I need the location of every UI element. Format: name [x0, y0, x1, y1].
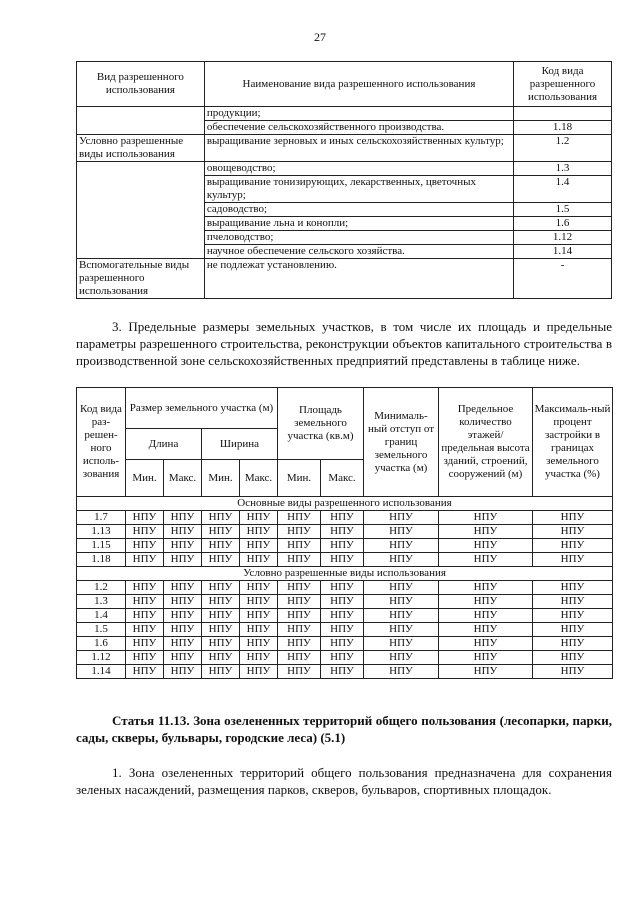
value-cell: НПУ [202, 553, 240, 567]
value-cell: НПУ [164, 665, 202, 679]
value-cell: НПУ [439, 595, 533, 609]
table-row [77, 651, 613, 665]
value-cell: НПУ [164, 553, 202, 567]
value-cell: НПУ [439, 525, 533, 539]
use-code-cell: 1.7 [77, 511, 126, 525]
use-code-cell: 1.18 [77, 553, 126, 567]
value-cell: НПУ [321, 609, 364, 623]
use-name-cell: пчеловодство; [204, 231, 513, 245]
value-cell: НПУ [278, 525, 321, 539]
use-name-cell: научное обеспечение сельского хозяйства. [204, 245, 513, 259]
use-group-cell [77, 231, 205, 245]
value-cell: НПУ [240, 581, 278, 595]
table-row [77, 637, 613, 651]
value-cell: НПУ [164, 651, 202, 665]
value-cell: НПУ [240, 609, 278, 623]
value-cell: НПУ [278, 539, 321, 553]
value-cell: НПУ [164, 623, 202, 637]
value-cell: НПУ [533, 651, 613, 665]
value-cell: НПУ [278, 581, 321, 595]
value-cell: НПУ [364, 539, 439, 553]
page-number: 27 [314, 30, 326, 44]
value-cell: НПУ [321, 525, 364, 539]
value-cell: НПУ [278, 511, 321, 525]
value-cell: НПУ [321, 595, 364, 609]
value-cell: НПУ [278, 595, 321, 609]
value-cell: НПУ [202, 651, 240, 665]
value-cell: НПУ [278, 665, 321, 679]
value-cell: НПУ [439, 511, 533, 525]
article-paragraph-1: 1. Зона озелененных территорий общего пользования предназначена для сохранения зеленых насаждений, размещения парков, скверов, бульваров, спортивных площадок. [76, 765, 612, 797]
value-cell: НПУ [126, 553, 164, 567]
value-cell: НПУ [202, 623, 240, 637]
header-length: Длина [126, 429, 202, 460]
land-plot-limits-table [76, 387, 613, 679]
use-code-cell: 1.12 [514, 231, 612, 245]
table-row [77, 525, 613, 539]
table-row [77, 135, 612, 162]
value-cell: НПУ [202, 581, 240, 595]
value-cell: НПУ [533, 623, 613, 637]
value-cell: НПУ [321, 623, 364, 637]
value-cell: НПУ [164, 525, 202, 539]
value-cell: НПУ [240, 623, 278, 637]
table-row [77, 511, 613, 525]
value-cell: НПУ [164, 539, 202, 553]
use-code-cell: 1.5 [77, 623, 126, 637]
value-cell: НПУ [439, 539, 533, 553]
value-cell: НПУ [533, 637, 613, 651]
value-cell: НПУ [278, 637, 321, 651]
table-header-row [77, 388, 613, 429]
value-cell: НПУ [126, 609, 164, 623]
table-row [77, 581, 613, 595]
use-name-cell: садоводство; [204, 203, 513, 217]
value-cell: НПУ [439, 609, 533, 623]
value-cell: НПУ [126, 581, 164, 595]
value-cell: НПУ [439, 637, 533, 651]
header-width: Ширина [202, 429, 278, 460]
value-cell: НПУ [364, 581, 439, 595]
value-cell: НПУ [364, 609, 439, 623]
value-cell: НПУ [364, 525, 439, 539]
value-cell: НПУ [126, 511, 164, 525]
header-use-code: Код вида разрешенного использования [514, 62, 612, 107]
value-cell: НПУ [364, 511, 439, 525]
use-group-cell [77, 217, 205, 231]
value-cell: НПУ [321, 665, 364, 679]
paragraph-3: 3. Предельные размеры земельных участков, в том числе их площадь и предельные параметры разрешенного строительства, реконструкции объектов капитального строительства в производственной зоне сельскохозяйственных предприятий представлены в таблице ниже. [76, 319, 612, 368]
header-floors: Предельное количество этажей/ предельная высота зданий, строений, сооружений (м) [439, 388, 533, 497]
use-code-cell: 1.4 [77, 609, 126, 623]
use-group-cell [77, 176, 205, 203]
value-cell: НПУ [364, 637, 439, 651]
use-code-cell: 1.6 [77, 637, 126, 651]
value-cell: НПУ [164, 637, 202, 651]
use-code-cell: 1.6 [514, 217, 612, 231]
use-code-cell: 1.3 [77, 595, 126, 609]
article-heading: Статья 11.13. Зона озелененных территорий общего пользования (лесопарки, парки, сады, скверы, бульвары, городские леса) (5.1) [76, 713, 612, 745]
value-cell: НПУ [364, 553, 439, 567]
header-area-max: Макс. [321, 460, 364, 497]
section-conditional-uses: Условно разрешенные виды использования [77, 567, 613, 581]
value-cell: НПУ [202, 525, 240, 539]
value-cell: НПУ [278, 623, 321, 637]
table-row [77, 595, 613, 609]
value-cell: НПУ [364, 665, 439, 679]
value-cell: НПУ [240, 539, 278, 553]
value-cell: НПУ [321, 539, 364, 553]
use-code-cell: - [514, 259, 612, 299]
use-code-cell: 1.2 [77, 581, 126, 595]
value-cell: НПУ [240, 595, 278, 609]
use-name-cell: выращивание льна и конопли; [204, 217, 513, 231]
value-cell: НПУ [364, 623, 439, 637]
header-area: Площадь земельного участка (кв.м) [278, 388, 364, 460]
value-cell: НПУ [202, 637, 240, 651]
value-cell: НПУ [202, 595, 240, 609]
value-cell: НПУ [533, 665, 613, 679]
value-cell: НПУ [278, 553, 321, 567]
use-name-cell: обеспечение сельскохозяйственного производства. [204, 121, 513, 135]
use-group-cell [77, 203, 205, 217]
value-cell: НПУ [126, 651, 164, 665]
section-main-uses: Основные виды разрешенного использования [77, 497, 613, 511]
value-cell: НПУ [240, 511, 278, 525]
value-cell: НПУ [202, 539, 240, 553]
use-name-cell: не подлежат установлению. [204, 259, 513, 299]
table-row [77, 121, 612, 135]
header-length-max: Макс. [164, 460, 202, 497]
value-cell: НПУ [278, 651, 321, 665]
table-row [77, 107, 612, 121]
value-cell: НПУ [278, 609, 321, 623]
value-cell: НПУ [164, 511, 202, 525]
value-cell: НПУ [240, 651, 278, 665]
use-group-cell [77, 245, 205, 259]
value-cell: НПУ [202, 511, 240, 525]
table-row [77, 162, 612, 176]
header-size: Размер земельного участка (м) [126, 388, 278, 429]
header-indent: Минималь-ный отступ от границ земельного участка (м) [364, 388, 439, 497]
value-cell: НПУ [202, 665, 240, 679]
use-code-cell: 1.2 [514, 135, 612, 162]
table-row [77, 217, 612, 231]
value-cell: НПУ [126, 595, 164, 609]
value-cell: НПУ [533, 609, 613, 623]
use-name-cell: продукции; [204, 107, 513, 121]
table-row [77, 539, 613, 553]
use-code-cell: 1.4 [514, 176, 612, 203]
section-row [77, 567, 613, 581]
header-width-min: Мин. [202, 460, 240, 497]
use-group-cell [77, 121, 205, 135]
value-cell: НПУ [126, 539, 164, 553]
value-cell: НПУ [321, 553, 364, 567]
use-group-cell [77, 107, 205, 121]
header-length-min: Мин. [126, 460, 164, 497]
value-cell: НПУ [240, 665, 278, 679]
header-use-name: Наименование вида разрешенного использования [204, 62, 513, 107]
value-cell: НПУ [533, 595, 613, 609]
value-cell: НПУ [240, 525, 278, 539]
header-width-max: Макс. [240, 460, 278, 497]
use-group-cell [77, 162, 205, 176]
value-cell: НПУ [126, 525, 164, 539]
use-group-cell: Вспомогательные виды разрешенного использования [77, 259, 205, 299]
value-cell: НПУ [321, 651, 364, 665]
value-cell: НПУ [364, 651, 439, 665]
use-code-cell: 1.14 [77, 665, 126, 679]
use-code-cell: 1.15 [77, 539, 126, 553]
permitted-use-table [76, 61, 612, 299]
value-cell: НПУ [533, 539, 613, 553]
table-row [77, 665, 613, 679]
use-name-cell: выращивание тонизирующих, лекарственных, цветочных культур; [204, 176, 513, 203]
use-code-cell: 1.13 [77, 525, 126, 539]
table-row [77, 553, 613, 567]
use-name-cell: овощеводство; [204, 162, 513, 176]
use-code-cell [514, 107, 612, 121]
table-row [77, 623, 613, 637]
use-code-cell: 1.5 [514, 203, 612, 217]
value-cell: НПУ [439, 553, 533, 567]
value-cell: НПУ [126, 623, 164, 637]
header-code: Код вида раз-решен-ного исполь-зования [77, 388, 126, 497]
header-area-min: Мин. [278, 460, 321, 497]
value-cell: НПУ [126, 665, 164, 679]
value-cell: НПУ [164, 595, 202, 609]
value-cell: НПУ [439, 623, 533, 637]
table-row [77, 176, 612, 203]
table-row [77, 609, 613, 623]
header-percent: Максималь-ный процент застройки в границах земельного участка (%) [533, 388, 613, 497]
section-row [77, 497, 613, 511]
value-cell: НПУ [533, 511, 613, 525]
value-cell: НПУ [164, 581, 202, 595]
value-cell: НПУ [533, 581, 613, 595]
use-group-cell: Условно разрешенные виды использования [77, 135, 205, 162]
use-code-cell: 1.12 [77, 651, 126, 665]
value-cell: НПУ [533, 553, 613, 567]
table-row [77, 231, 612, 245]
value-cell: НПУ [439, 651, 533, 665]
table-row [77, 203, 612, 217]
use-name-cell: выращивание зерновых и иных сельскохозяйственных культур; [204, 135, 513, 162]
use-code-cell: 1.14 [514, 245, 612, 259]
value-cell: НПУ [321, 511, 364, 525]
value-cell: НПУ [164, 609, 202, 623]
header-use-type: Вид разрешенного использования [77, 62, 205, 107]
value-cell: НПУ [126, 637, 164, 651]
table-row [77, 245, 612, 259]
value-cell: НПУ [321, 637, 364, 651]
value-cell: НПУ [439, 665, 533, 679]
value-cell: НПУ [533, 525, 613, 539]
use-code-cell: 1.18 [514, 121, 612, 135]
table-header-row [77, 62, 612, 107]
value-cell: НПУ [240, 637, 278, 651]
use-code-cell: 1.3 [514, 162, 612, 176]
value-cell: НПУ [321, 581, 364, 595]
value-cell: НПУ [202, 609, 240, 623]
value-cell: НПУ [240, 553, 278, 567]
table-row [77, 259, 612, 299]
value-cell: НПУ [364, 595, 439, 609]
value-cell: НПУ [439, 581, 533, 595]
